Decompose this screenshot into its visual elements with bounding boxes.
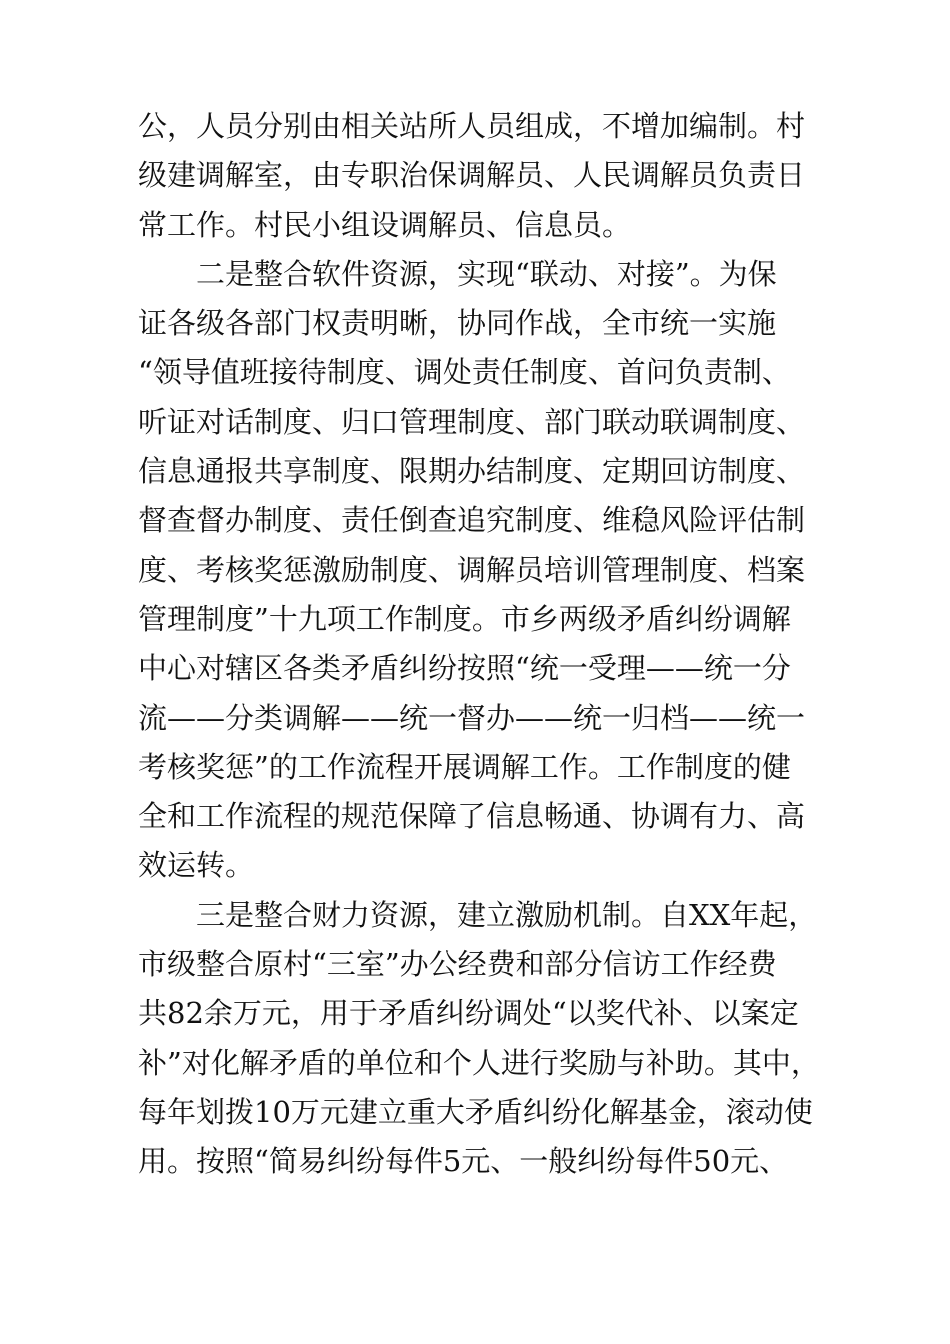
text-line: 市级整合原村“三室”办公经费和部分信访工作经费: [138, 947, 777, 982]
text-line: 中心对辖区各类矛盾纠纷按照“统一受理——统一分: [138, 651, 791, 686]
text-line: 级建调解室，由专职治保调解员、人民调解员负责日: [138, 158, 806, 193]
text-line: 共82余万元，用于矛盾纠纷调处“以奖代补、以案定: [138, 996, 799, 1031]
text-line: 信息通报共享制度、限期办结制度、定期回访制度、: [138, 454, 806, 489]
text-line: 用。按照“简易纠纷每件5元、一般纠纷每件50元、: [138, 1144, 789, 1179]
text-line: 效运转。: [138, 848, 255, 883]
text-line: “领导值班接待制度、调处责任制度、首问负责制、: [138, 355, 791, 390]
text-line: 考核奖惩”的工作流程开展调解工作。工作制度的健: [138, 749, 791, 784]
document-body: [138, 102, 838, 1187]
text-line: 听证对话制度、归口管理制度、部门联动联调制度、: [138, 404, 806, 439]
paragraph-start-line: 二是整合软件资源，实现“联动、对接”。为保: [196, 256, 777, 291]
text-line: 证各级各部门权责明晰，协同作战，全市统一实施: [138, 306, 777, 341]
text-line: 管理制度”十九项工作制度。市乡两级矛盾纠纷调解: [138, 601, 791, 636]
paragraph-start-line: 三是整合财力资源，建立激励机制。自XX年起，: [196, 897, 818, 932]
text-line: 度、考核奖惩激励制度、调解员培训管理制度、档案: [138, 552, 806, 587]
text-line: 全和工作流程的规范保障了信息畅通、协调有力、高: [138, 799, 806, 834]
text-line: 补”对化解矛盾的单位和个人进行奖励与补助。其中，: [138, 1045, 820, 1080]
text-line: 每年划拨10万元建立重大矛盾纠纷化解基金，滚动使: [138, 1094, 813, 1129]
text-line: 公，人员分别由相关站所人员组成，不增加编制。村: [138, 109, 806, 143]
text-line: 督查督办制度、责任倒查追究制度、维稳风险评估制: [138, 503, 806, 538]
text-line: 流——分类调解——统一督办——统一归档——统一: [138, 700, 806, 735]
text-line: 常工作。村民小组设调解员、信息员。: [138, 207, 632, 242]
